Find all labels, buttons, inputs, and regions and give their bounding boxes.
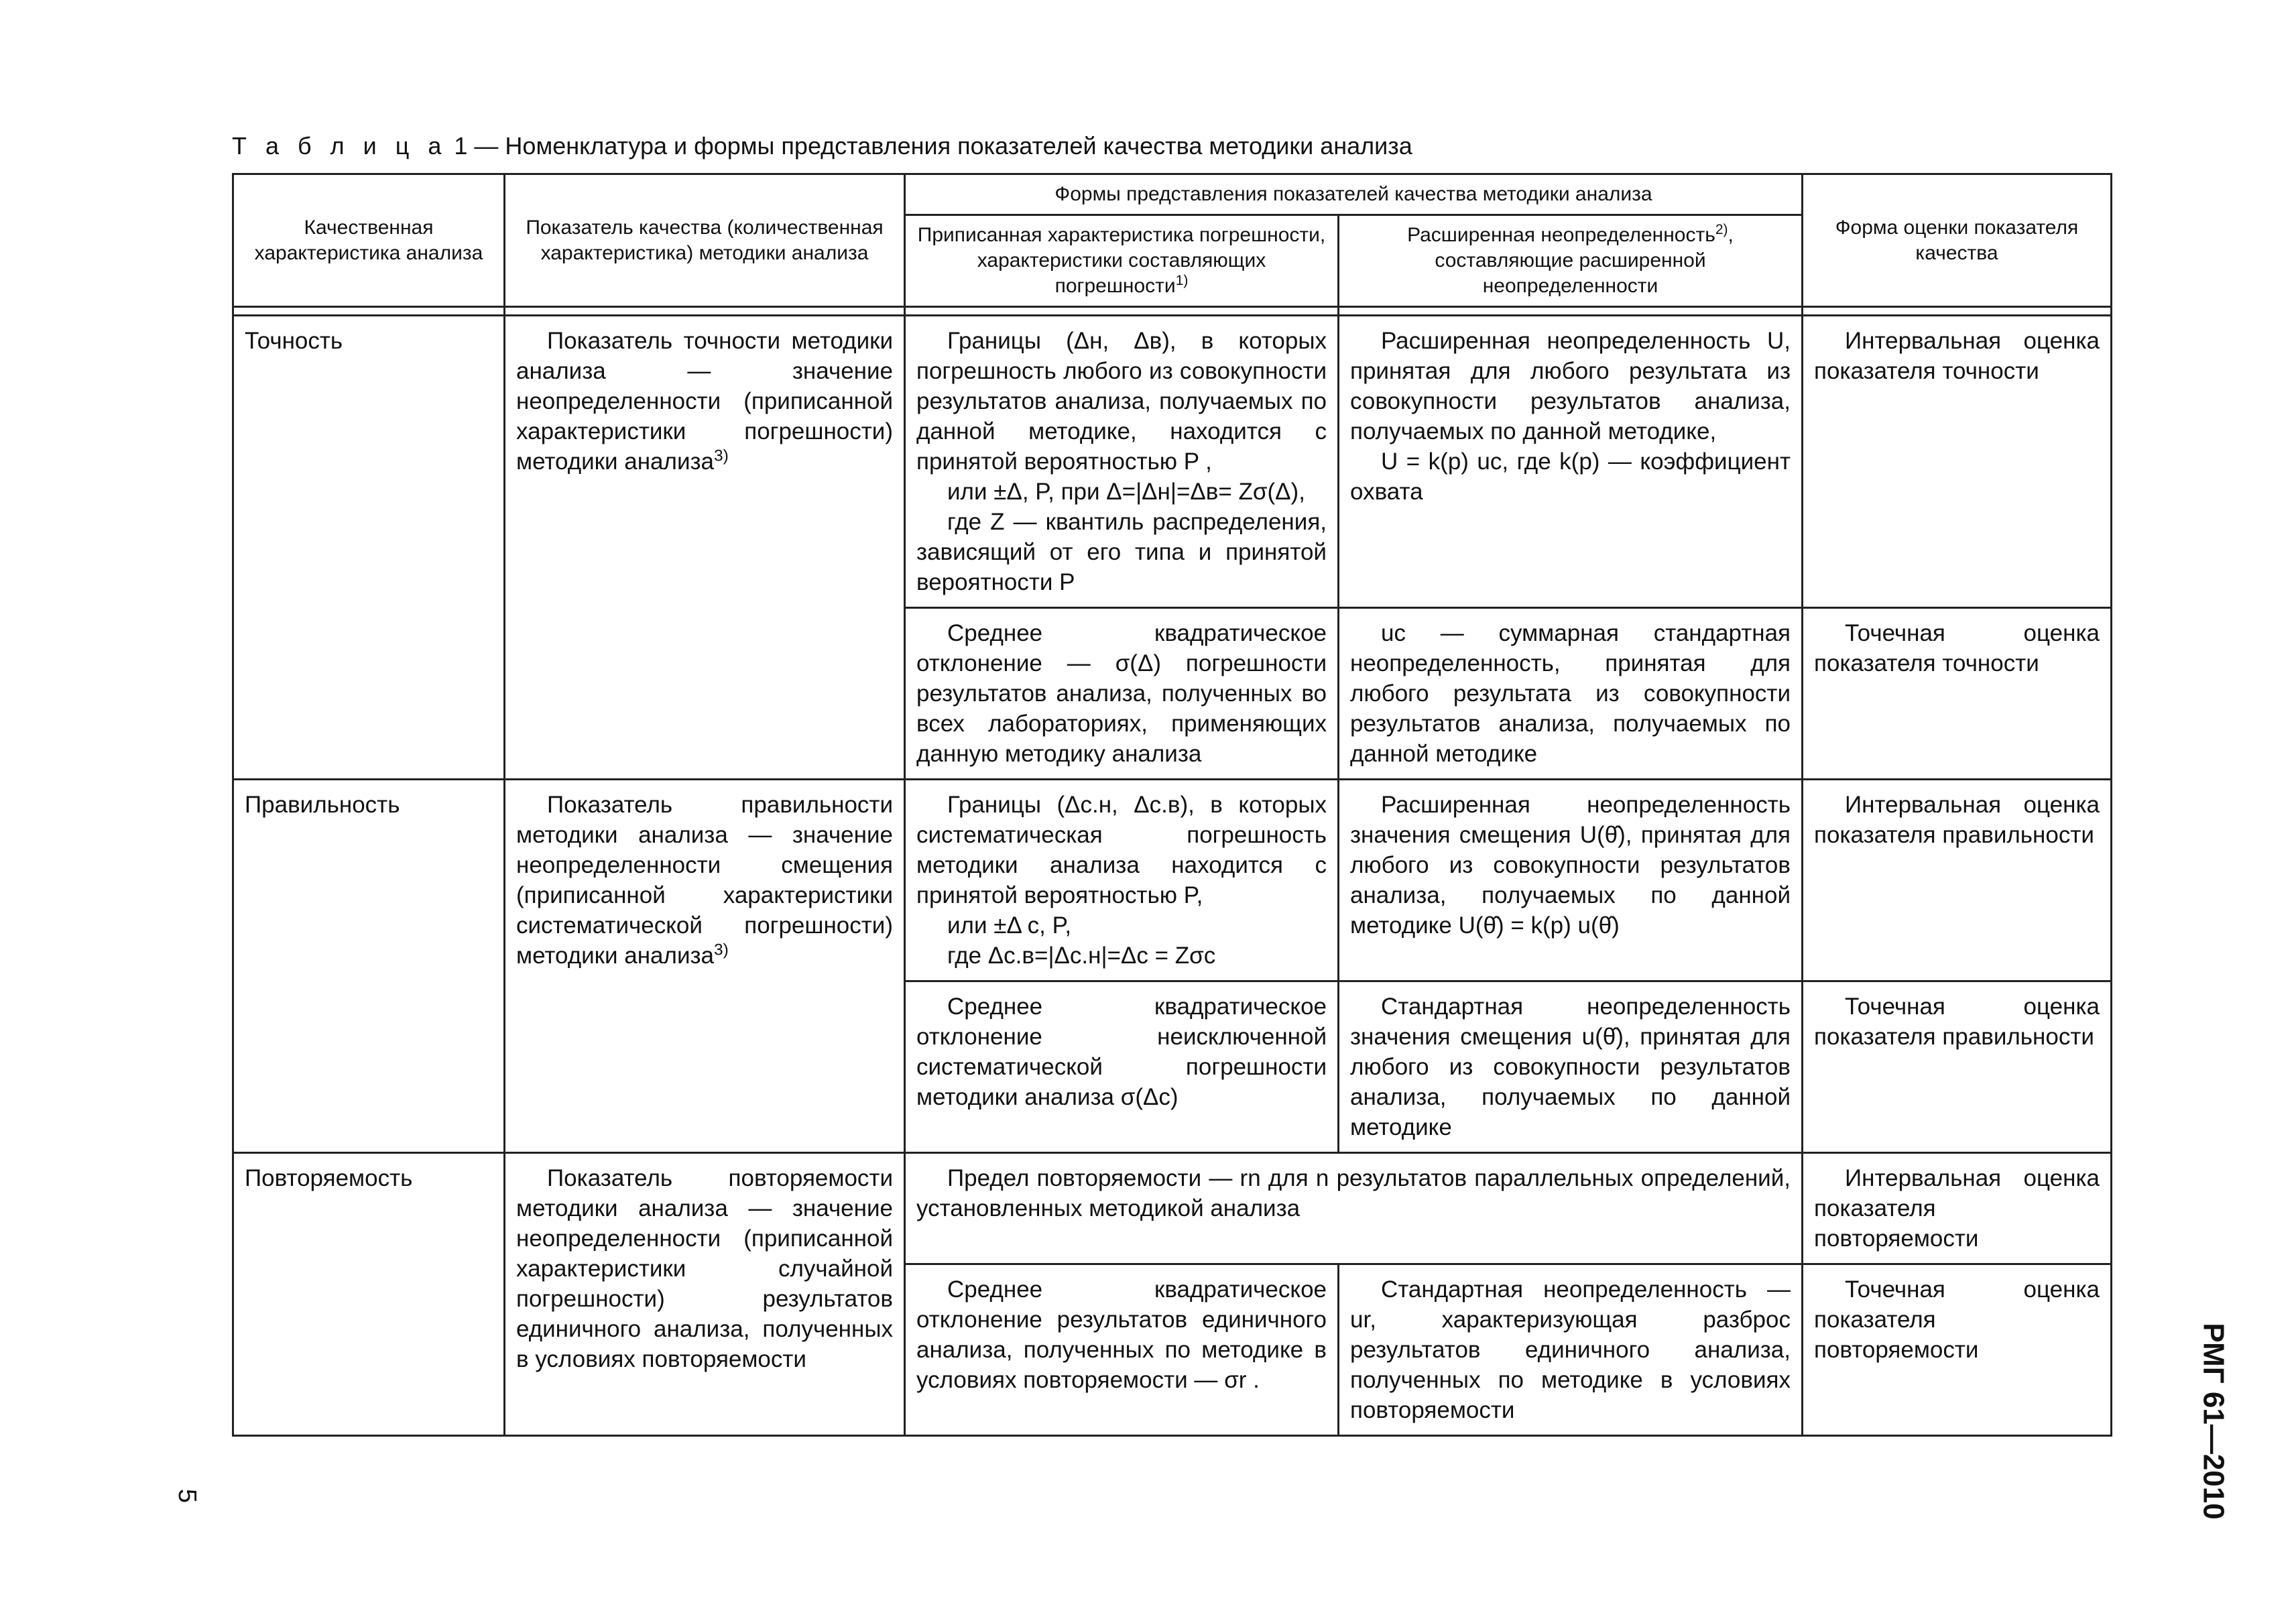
page-number: 5 xyxy=(173,1488,202,1504)
table-caption xyxy=(232,131,1412,161)
table-caption-title: 1 — Номенклатура и формы представления показателей качества методики анализа xyxy=(447,132,1412,160)
document-code: РМГ 61—2010 xyxy=(2197,1323,2230,1520)
header-uncertainty-tail: , составляющие расширенной неопределенности xyxy=(1435,224,1734,297)
accuracy-expanded-uncertainty-b: U = k(p) uc, где k(p) — коэффициент охвата xyxy=(1350,448,1791,505)
table-row xyxy=(233,780,2112,981)
header-assessment: Форма оценки показателя качества xyxy=(1803,174,2112,307)
accuracy-error-bounds-a: Границы (Δн, Δв), в которых погрешность любого из совокупности результатов анализа, получаемых по данной методике, находится с принятой вероятностью P , xyxy=(916,328,1327,475)
table-header-row xyxy=(233,174,2112,215)
table-caption-label: Т а б л и ц а xyxy=(232,132,448,160)
trueness-indicator-footnote: 3) xyxy=(714,941,729,959)
repeatability-point-assessment: Точечная оценка показателя повторяемости xyxy=(1803,1264,2112,1436)
accuracy-expanded-uncertainty xyxy=(1339,316,1803,608)
repeatability-standard-uncertainty: Стандартная неопределенность — ur, характеризующая разброс результатов единичного анализа, полученных по методике в условиях повторяемости xyxy=(1339,1264,1803,1436)
header-error-text: Приписанная характеристика погрешности, характеристики составляющих погрешности xyxy=(917,224,1326,297)
trueness-interval-assessment: Интервальная оценка показателя правильности xyxy=(1803,780,2112,981)
header-forms: Формы представления показателей качества методики анализа xyxy=(905,174,1803,215)
header-uncertainty xyxy=(1339,215,1803,307)
header-uncertainty-footnote: 2) xyxy=(1715,222,1728,237)
trueness-std-deviation: Среднее квадратическое отклонение неисключенной систематической погрешности методики анализа σ(Δс) xyxy=(905,981,1339,1153)
accuracy-indicator-footnote: 3) xyxy=(714,446,729,465)
accuracy-quality: Точность xyxy=(233,316,505,780)
accuracy-std-deviation: Среднее квадратическое отклонение — σ(Δ) погрешности результатов анализа, полученных во всех лабораториях, применяющих данную методику анализа xyxy=(905,608,1339,780)
table-row xyxy=(233,316,2112,608)
header-indicator: Показатель качества (количественная характеристика) методики анализа xyxy=(505,174,905,307)
trueness-quality: Правильность xyxy=(233,780,505,1153)
table-row xyxy=(233,1153,2112,1264)
quality-indicators-table xyxy=(232,173,2112,1437)
trueness-point-assessment: Точечная оценка показателя правильности xyxy=(1803,981,2112,1153)
repeatability-std-deviation: Среднее квадратическое отклонение результатов единичного анализа, полученных по методике в условиях повторяемости — σr . xyxy=(905,1264,1339,1436)
accuracy-interval-assessment: Интервальная оценка показателя точности xyxy=(1803,316,2112,608)
accuracy-error-bounds-b: или ±Δ, P, при Δ=|Δн|=Δв= Zσ(Δ), xyxy=(947,479,1305,505)
header-error-footnote: 1) xyxy=(1175,273,1189,288)
header-separator xyxy=(233,307,2112,316)
accuracy-expanded-uncertainty-a: Расширенная неопределенность U, принятая для любого результата из совокупности результатов анализа, получаемых по данной методике, xyxy=(1350,328,1791,444)
accuracy-point-assessment: Точечная оценка показателя точности xyxy=(1803,608,2112,780)
trueness-error-bounds-c: где Δс.в=|Δс.н|=Δс = Zσс xyxy=(947,943,1216,969)
repeatability-indicator: Показатель повторяемости методики анализа — значение неопределенности (приписанной характеристики случайной погрешности) результатов единичного анализа, полученных в условиях повторяемости xyxy=(505,1153,905,1436)
trueness-standard-uncertainty: Стандартная неопределенность значения смещения u(θ̂), принятая для любого из совокупности результатов анализа, получаемых по данной методике xyxy=(1339,981,1803,1153)
accuracy-error-bounds xyxy=(905,316,1339,608)
trueness-expanded-uncertainty: Расширенная неопределенность значения смещения U(θ̂), принятая для любого из совокупности результатов анализа, получаемых по данной методике U(θ̂) = k(p) u(θ̂) xyxy=(1339,780,1803,981)
repeatability-quality: Повторяемость xyxy=(233,1153,505,1436)
repeatability-limit: Предел повторяемости — rn для n результатов параллельных определений, установленных методикой анализа xyxy=(905,1153,1803,1264)
accuracy-error-bounds-c: где Z — квантиль распределения, зависящий от его типа и принятой вероятности P xyxy=(916,509,1327,595)
trueness-indicator-text: Показатель правильности методики анализа — значение неопределенности смещения (приписанной характеристики систематической погрешности) методики анализа xyxy=(516,792,893,969)
accuracy-indicator-text: Показатель точности методики анализа — значение неопределенности (приписанной характеристики погрешности) методики анализа xyxy=(516,328,893,475)
repeatability-interval-assessment: Интервальная оценка показателя повторяемости xyxy=(1803,1153,2112,1264)
trueness-error-bounds xyxy=(905,780,1339,981)
trueness-indicator xyxy=(505,780,905,1153)
trueness-error-bounds-b: или ±Δ с, P, xyxy=(947,912,1072,939)
accuracy-indicator xyxy=(505,316,905,780)
header-error xyxy=(905,215,1339,307)
trueness-error-bounds-a: Границы (Δс.н, Δс.в), в которых систематическая погрешность методики анализа находится с принятой вероятностью P, xyxy=(916,792,1327,908)
header-quality: Качественная характеристика анализа xyxy=(233,174,505,307)
header-uncertainty-text: Расширенная неопределенность xyxy=(1407,224,1715,246)
accuracy-combined-uncertainty: uc — суммарная стандартная неопределенность, принятая для любого результата из совокупности результатов анализа, получаемых по данной методике xyxy=(1339,608,1803,780)
